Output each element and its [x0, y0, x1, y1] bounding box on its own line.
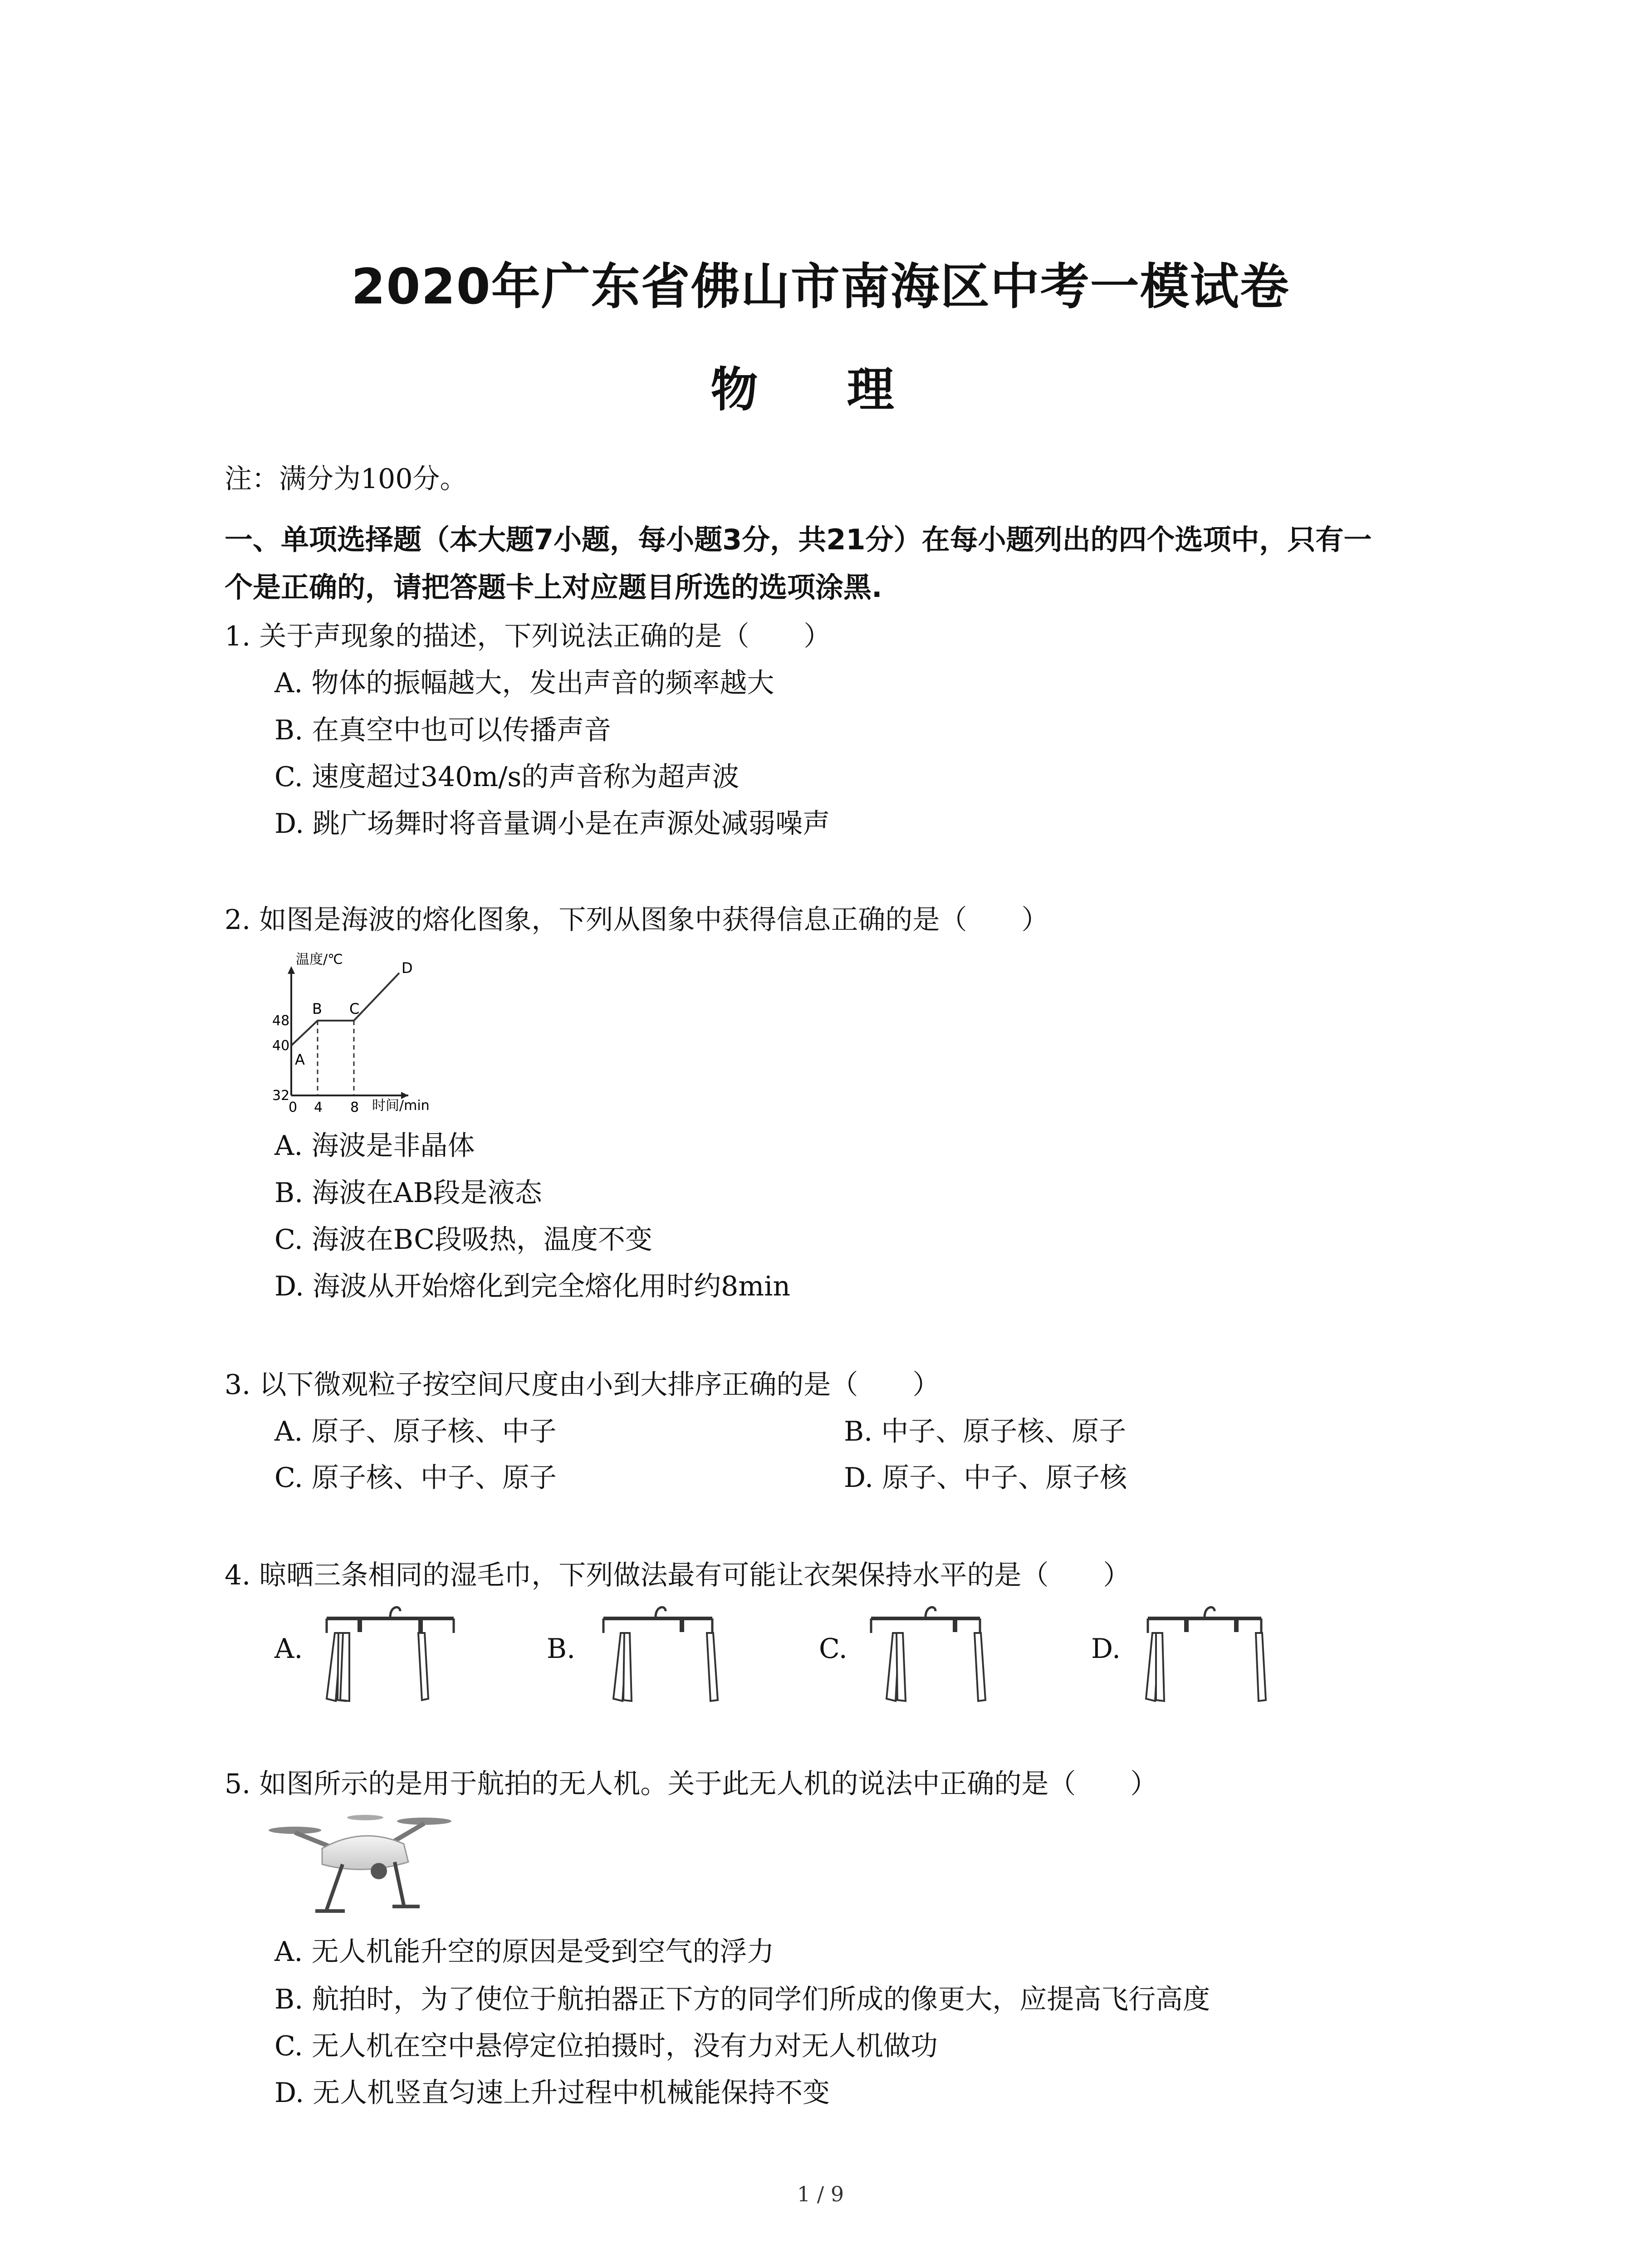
graph-x-tick-0: 0	[289, 1100, 298, 1114]
question-4-option-c[interactable]: C.	[819, 1633, 847, 1665]
graph-point-a: A	[295, 1051, 305, 1068]
question-1-option-c[interactable]: C. 速度超过340m/s的声音称为超声波	[274, 761, 740, 793]
graph-y-tick-40: 40	[272, 1038, 290, 1054]
question-4-stem: 4. 晾晒三条相同的湿毛巾，下列做法最有可能让衣架保持水平的是（ ）	[225, 1559, 1131, 1591]
score-note: 注：满分为100分。	[225, 463, 467, 495]
question-3-option-d[interactable]: D. 原子、中子、原子核	[844, 1462, 1127, 1494]
question-1-option-d[interactable]: D. 跳广场舞时将音量调小是在声源处减弱噪声	[274, 808, 830, 840]
question-5-stem: 5. 如图所示的是用于航拍的无人机。关于此无人机的说法中正确的是（ ）	[225, 1768, 1158, 1800]
graph-y-arrow	[288, 966, 295, 974]
question-1-option-a[interactable]: A. 物体的振幅越大，发出声音的频率越大	[274, 667, 774, 699]
drone-image	[268, 1808, 458, 1916]
graph-point-c: C	[349, 1000, 360, 1017]
graph-y-tick-48: 48	[272, 1013, 290, 1029]
question-3-option-b[interactable]: B. 中子、原子核、原子	[844, 1416, 1127, 1447]
melting-graph	[272, 946, 463, 1114]
question-4-option-b[interactable]: B.	[547, 1633, 576, 1665]
question-5-option-d[interactable]: D. 无人机竖直匀速上升过程中机械能保持不变	[274, 2077, 830, 2109]
question-2-option-b[interactable]: B. 海波在AB段是液态	[274, 1177, 542, 1209]
question-5-option-c[interactable]: C. 无人机在空中悬停定位拍摄时，没有力对无人机做功	[274, 2030, 938, 2062]
hanger-b-image	[594, 1597, 740, 1710]
question-2-option-d[interactable]: D. 海波从开始熔化到完全熔化用时约8min	[274, 1271, 791, 1302]
graph-x-tick-8: 8	[350, 1100, 359, 1114]
graph-x-label: 时间/min	[372, 1098, 430, 1114]
hanger-c-image	[862, 1597, 1007, 1710]
question-3-option-c[interactable]: C. 原子核、中子、原子	[274, 1462, 557, 1494]
graph-x-tick-4: 4	[314, 1100, 323, 1114]
question-5-option-b[interactable]: B. 航拍时，为了使位于航拍器正下方的同学们所成的像更大，应提高飞行高度	[274, 1984, 1210, 2015]
hanger-d-image	[1134, 1597, 1279, 1710]
question-3-stem: 3. 以下微观粒子按空间尺度由小到大排序正确的是（ ）	[225, 1369, 940, 1401]
page-number: 1 / 9	[797, 2182, 844, 2206]
question-3-option-a[interactable]: A. 原子、原子核、中子	[274, 1416, 557, 1447]
subject-title: 物 理	[710, 362, 931, 417]
question-4-option-a[interactable]: A.	[274, 1633, 303, 1665]
graph-y-tick-32: 32	[272, 1088, 290, 1104]
question-5-option-a[interactable]: A. 无人机能升空的原因是受到空气的浮力	[274, 1936, 774, 1968]
graph-curve	[291, 973, 399, 1046]
question-4-option-d[interactable]: D.	[1091, 1633, 1121, 1665]
question-1-option-b[interactable]: B. 在真空中也可以传播声音	[274, 714, 612, 746]
question-2-stem: 2. 如图是海波的熔化图象，下列从图象中获得信息正确的是（ ）	[225, 904, 1049, 936]
question-2-option-c[interactable]: C. 海波在BC段吸热，温度不变	[274, 1224, 653, 1256]
question-2-option-a[interactable]: A. 海波是非晶体	[274, 1130, 475, 1162]
graph-point-d: D	[402, 959, 413, 977]
hanger-a-image	[318, 1597, 463, 1710]
section-heading-line1: 一、单项选择题（本大题7小题，每小题3分，共21分）在每小题列出的四个选项中，只有一	[225, 523, 1372, 556]
section-heading-line2: 个是正确的，请把答题卡上对应题目所选的选项涂黑.	[225, 571, 882, 604]
question-1-stem: 1. 关于声现象的描述，下列说法正确的是（ ）	[225, 621, 831, 652]
graph-y-label: 温度/℃	[296, 952, 343, 968]
page-title: 2020年广东省佛山市南海区中考一模试卷	[351, 259, 1290, 315]
graph-point-b: B	[312, 1000, 322, 1017]
